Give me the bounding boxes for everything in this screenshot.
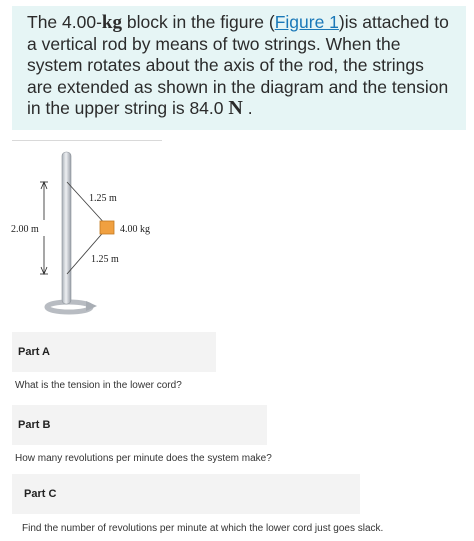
part-c-title: Part C [24,488,57,500]
problem-text-1: The 4.00- [27,12,102,32]
mass-label: 4.00 kg [120,224,150,235]
lower-string-label: 1.25 m [91,254,119,265]
problem-text-4: . [242,98,253,118]
part-b-header[interactable] [12,405,267,445]
figure-diagram [0,144,220,329]
tension-unit: N [228,97,243,119]
mass-block [100,221,114,234]
height-dimension [40,182,48,274]
divider [12,140,162,141]
figure-link[interactable]: Figure 1 [274,12,339,32]
figure-1 [0,144,220,329]
part-c-question: Find the number of revolutions per minute at which the lower cord just goes slack. [22,523,384,534]
lower-string [67,228,107,274]
part-c-header[interactable] [12,474,360,514]
problem-text-3: )is attached to a vertical rod by means of two strings. When the system rotates about the axis of the rod, the strings are extended as shown in the diagram and the tension in the upper string is 84.0 [27,12,449,118]
rotation-arrow-icon [47,301,97,312]
vertical-rod [62,152,71,304]
problem-text-2: block in the figure ( [121,12,275,32]
part-a-question: What is the tension in the lower cord? [15,380,182,391]
problem-statement [12,6,466,130]
part-b-question: How many revolutions per minute does the system make? [15,453,272,464]
upper-string [67,182,107,226]
part-b-title: Part B [18,419,51,431]
height-label: 2.00 m [11,224,39,235]
part-a-header[interactable] [12,332,216,372]
problem-text [27,12,454,120]
part-a-title: Part A [18,346,50,358]
upper-string-label: 1.25 m [89,193,117,204]
mass-unit: kg [101,12,122,33]
